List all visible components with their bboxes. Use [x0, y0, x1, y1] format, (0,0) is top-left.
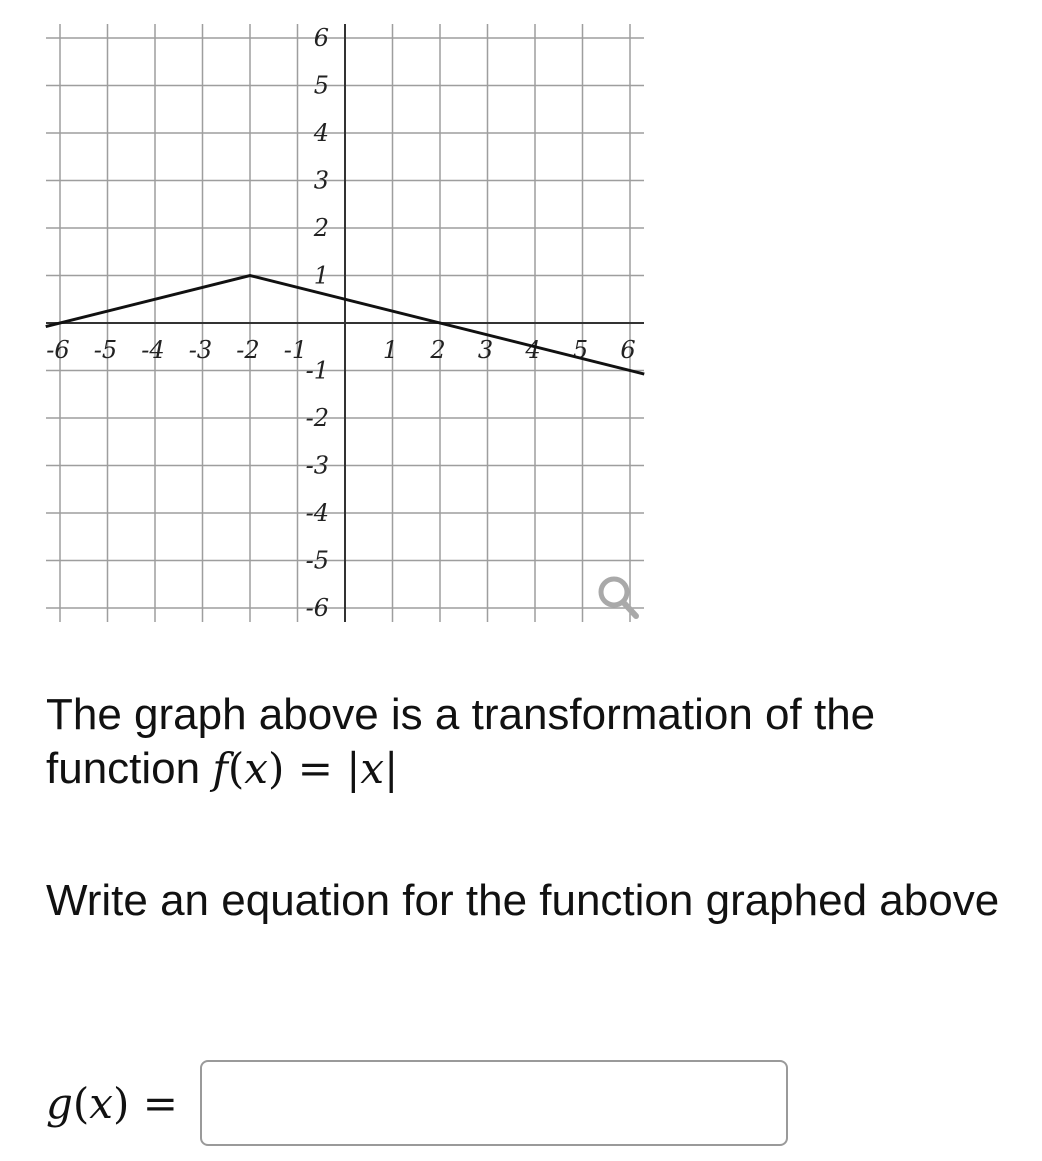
graph-svg — [0, 0, 700, 640]
x-tick-label: -5 — [93, 336, 118, 364]
y-tick-label: 6 — [313, 24, 329, 52]
answer-row — [46, 1058, 788, 1148]
question-prompt-transformation — [46, 688, 1036, 796]
parent-function-math: f(x) = |x| — [212, 744, 399, 793]
question-text-line1: The graph above is a transformation of the function — [46, 690, 876, 793]
coordinate-graph — [0, 0, 700, 640]
question-prompt-write-equation: Write an equation for the function graphed above — [46, 876, 1000, 925]
abs-open: | — [346, 744, 361, 793]
answer-input[interactable] — [200, 1060, 788, 1146]
g-equals: = — [129, 1078, 178, 1128]
y-tick-label: 2 — [313, 214, 329, 242]
g-var: x — [89, 1078, 113, 1128]
x-tick-label: 2 — [430, 336, 446, 364]
y-tick-label: 5 — [313, 71, 329, 100]
x-tick-label: 5 — [572, 336, 589, 364]
abs-close: | — [384, 744, 399, 793]
y-tick-label: 1 — [313, 261, 329, 290]
x-tick-label: -1 — [283, 336, 308, 364]
f-var: x — [244, 744, 268, 793]
x-tick-label: -4 — [141, 336, 165, 364]
x-tick-label: -2 — [236, 336, 260, 364]
x-tick-label: 4 — [525, 336, 541, 364]
x-tick-label: -3 — [188, 336, 213, 364]
f-equals: = — [284, 744, 347, 793]
y-tick-label: -4 — [305, 499, 329, 527]
x-tick-label: 6 — [620, 336, 636, 364]
y-tick-label: -6 — [305, 594, 329, 622]
y-tick-label: -3 — [305, 451, 329, 480]
x-tick-label: -6 — [46, 336, 70, 364]
y-tick-label: 3 — [313, 166, 329, 195]
f-name: f — [212, 744, 228, 793]
y-tick-label: -5 — [305, 546, 329, 575]
x-tick-label: 1 — [382, 336, 399, 364]
y-tick-label: -1 — [305, 356, 329, 385]
abs-var: x — [360, 744, 385, 793]
g-name: g — [46, 1078, 73, 1128]
x-tick-label: 3 — [477, 336, 494, 364]
y-tick-label: 4 — [313, 119, 329, 147]
y-tick-label: -2 — [305, 404, 329, 432]
answer-label: g(x) = — [46, 1078, 178, 1128]
